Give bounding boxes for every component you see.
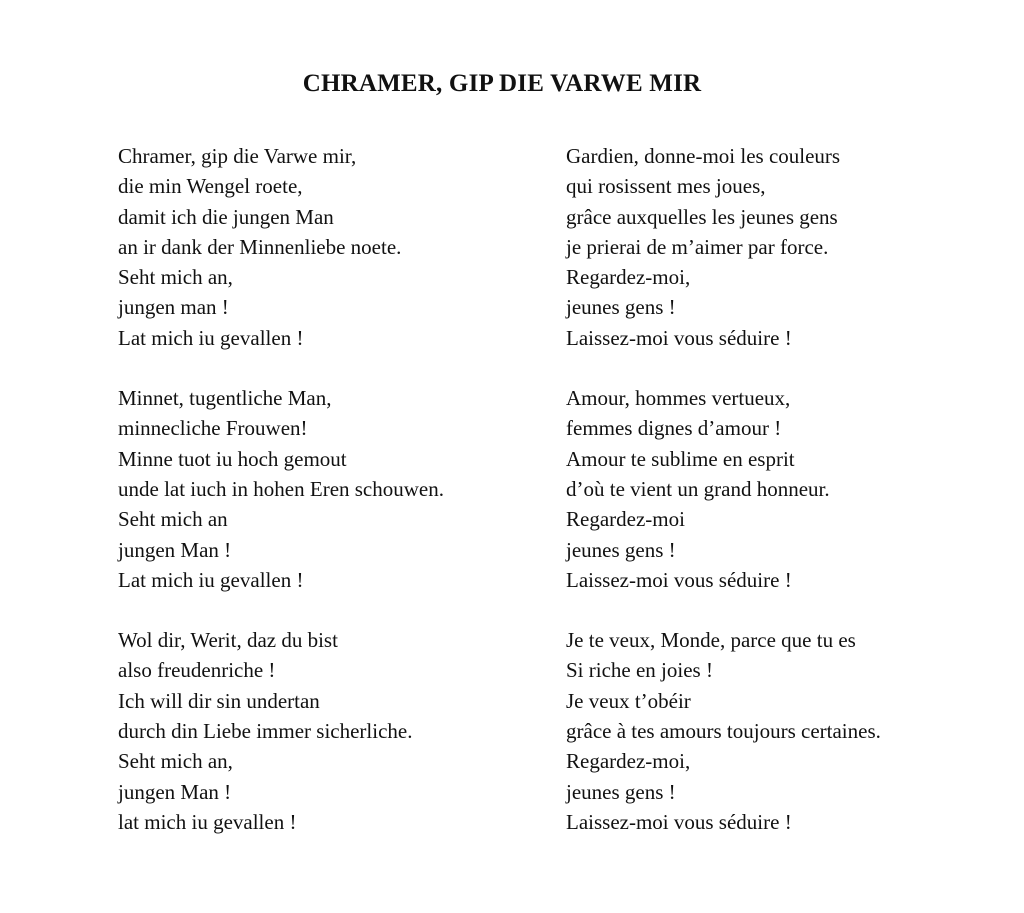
verse-line: jungen man ! (118, 295, 229, 320)
stanza (118, 383, 548, 595)
verse-line: Ich will dir sin undertan (118, 688, 320, 713)
verse-line: also freudenriche ! (118, 658, 276, 683)
verse-line: Regardez-moi, (566, 749, 691, 774)
verse-line: Je te veux, Monde, parce que tu es (566, 628, 856, 653)
verse-line: Seht mich an, (118, 749, 233, 774)
verse-line: jeunes gens ! (566, 537, 676, 562)
verse-line: Gardien, donne-moi les couleurs (566, 144, 841, 168)
verse-line: jungen Man ! (118, 537, 232, 562)
verse-line: femmes dignes d’amour ! (566, 416, 782, 441)
verse-line: damit ich die jungen Man (118, 204, 334, 229)
verse-line: Regardez-moi, (566, 265, 691, 290)
verse-line: Minnet, tugentliche Man, (118, 386, 332, 411)
verse-line: Seht mich an (118, 507, 228, 532)
stanza (118, 625, 548, 837)
verse-line: Lat mich iu gevallen ! (118, 325, 304, 350)
verse-line: Seht mich an, (118, 265, 233, 290)
verse-line: d’où te vient un grand honneur. (566, 476, 830, 501)
verse-line: Minne tuot iu hoch gemout (118, 446, 347, 471)
verse-line: jeunes gens ! (566, 295, 676, 320)
stanza (566, 383, 1006, 595)
verse-line: minnecliche Frouwen! (118, 416, 308, 441)
verse-line: an ir dank der Minnenliebe noete. (118, 234, 402, 259)
verse-line: Je veux t’obéir (566, 688, 691, 713)
verse-line: Laissez-moi vous séduire ! (566, 567, 792, 592)
verse-line: grâce auxquelles les jeunes gens (566, 204, 838, 229)
verse-line: Lat mich iu gevallen ! (118, 567, 304, 592)
verse-line: die min Wengel roete, (118, 174, 303, 199)
verse-line: lat mich iu gevallen ! (118, 809, 297, 834)
verse-line: qui rosissent mes joues, (566, 174, 766, 199)
translation-column (566, 141, 1006, 867)
verse-line: Amour, hommes vertueux, (566, 386, 791, 411)
stanza (118, 141, 548, 353)
verse-line: durch din Liebe immer sicherliche. (118, 719, 413, 744)
verse-line: Chramer, gip die Varwe mir, (118, 144, 357, 168)
verse-line: Amour te sublime en esprit (566, 446, 795, 471)
verse-line: Laissez-moi vous séduire ! (566, 325, 792, 350)
verse-line: Wol dir, Werit, daz du bist (118, 628, 338, 653)
stanza (566, 625, 1006, 837)
verse-line: je prierai de m’aimer par force. (566, 234, 829, 259)
verse-line: grâce à tes amours toujours certaines. (566, 719, 881, 744)
verse-line: jeunes gens ! (566, 779, 676, 804)
poem-title: CHRAMER, GIP DIE VARWE MIR (302, 70, 702, 97)
original-text-column (118, 141, 548, 867)
verse-line: Laissez-moi vous séduire ! (566, 809, 792, 834)
verse-line: jungen Man ! (118, 779, 232, 804)
verse-line: Regardez-moi (566, 507, 685, 532)
verse-line: unde lat iuch in hohen Eren schouwen. (118, 476, 444, 501)
stanza (566, 141, 1006, 353)
verse-line: Si riche en joies ! (566, 658, 713, 683)
